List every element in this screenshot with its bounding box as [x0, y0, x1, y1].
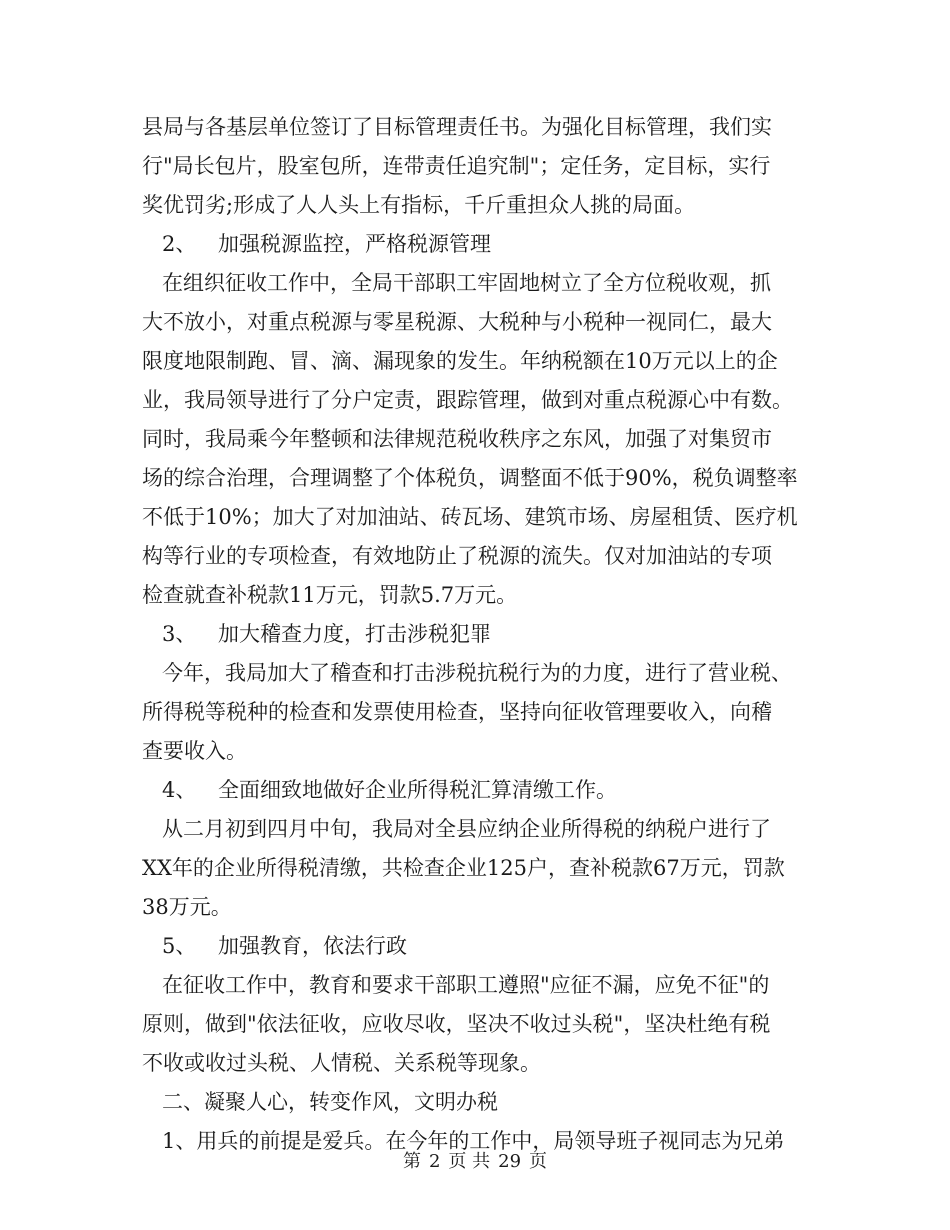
line-text: 检查就查补税款11万元，罚款5.7万元。	[142, 583, 518, 607]
page-footer	[0, 1150, 950, 1174]
line-text: 所得税等税种的检查和发票使用检查，坚持向征收管理要收入，向稽	[142, 700, 772, 724]
line-text: 奖优罚劣;形成了人人头上有指标，千斤重担众人挑的局面。	[142, 193, 696, 217]
text-line	[142, 225, 810, 264]
line-text: 构等行业的专项检查，有效地防止了税源的流失。仅对加油站的专项	[142, 544, 772, 568]
text-line	[142, 264, 810, 303]
line-text: 行"局长包片，股室包所，连带责任追究制"；定任务，定目标，实行	[142, 154, 771, 178]
line-text: 在组织征收工作中，全局干部职工牢固地树立了全方位税收观，抓	[162, 271, 771, 295]
footer-middle: 页 共	[448, 1151, 491, 1172]
line-text: 加大稽查力度，打击涉税犯罪	[218, 622, 491, 646]
text-line	[142, 342, 810, 381]
text-line	[142, 732, 810, 771]
footer-prefix: 第	[402, 1151, 421, 1172]
line-text: 今年，我局加大了稽查和打击涉税抗税行为的力度，进行了营业税、	[162, 661, 792, 685]
text-line	[142, 459, 810, 498]
line-text: 限度地限制跑、冒、滴、漏现象的发生。年纳税额在10万元以上的企	[142, 349, 778, 373]
footer-suffix: 页	[529, 1151, 548, 1172]
line-text: 场的综合治理，合理调整了个体税负，调整面不低于90%，税负调整率	[142, 466, 798, 490]
footer-total-pages: 29	[498, 1151, 522, 1172]
text-line	[142, 615, 810, 654]
heading-number: 3、	[162, 622, 197, 646]
line-text: 38万元。	[142, 895, 232, 919]
text-line	[142, 147, 810, 186]
line-text: 县局与各基层单位签订了目标管理责任书。为强化目标管理，我们实	[142, 115, 772, 139]
heading-number: 5、	[162, 934, 197, 958]
text-line	[142, 849, 810, 888]
line-text: 二、凝聚人心，转变作风，文明办税	[162, 1090, 498, 1114]
text-line	[142, 771, 810, 810]
line-text: 从二月初到四月中旬，我局对全县应纳企业所得税的纳税户进行了	[162, 817, 771, 841]
line-text: 不收或收过头税、人情税、关系税等现象。	[142, 1051, 541, 1075]
text-line	[142, 186, 810, 225]
text-line	[142, 303, 810, 342]
text-line	[142, 654, 810, 693]
text-line	[142, 1083, 810, 1122]
text-line	[142, 810, 810, 849]
text-line	[142, 498, 810, 537]
text-line	[142, 1044, 810, 1083]
body-text	[142, 108, 810, 1161]
line-text: 加强教育，依法行政	[218, 934, 407, 958]
text-line	[142, 576, 810, 615]
line-text: 不低于10%；加大了对加油站、砖瓦场、建筑市场、房屋租赁、医疗机	[142, 505, 798, 529]
line-text: 在征收工作中，教育和要求干部职工遵照"应征不漏，应免不征"的	[162, 973, 770, 997]
line-text: 加强税源监控，严格税源管理	[218, 232, 491, 256]
text-line	[142, 381, 810, 420]
line-text: 同时，我局乘今年整顿和法律规范税收秩序之东风，加强了对集贸市	[142, 427, 772, 451]
line-text: 查要收入。	[142, 739, 247, 763]
heading-number: 4、	[162, 778, 197, 802]
line-text: XX年的企业所得税清缴，共检查企业125户，查补税款67万元，罚款	[142, 856, 785, 880]
line-text: 原则，做到"依法征收，应收尽收，坚决不收过头税"，坚决杜绝有税	[142, 1012, 771, 1036]
heading-number: 2、	[162, 232, 197, 256]
text-line	[142, 966, 810, 1005]
footer-page-number: 2	[428, 1151, 441, 1172]
text-line	[142, 537, 810, 576]
line-text: 大不放小，对重点税源与零星税源、大税种与小税种一视同仁，最大	[142, 310, 772, 334]
line-text: 业，我局领导进行了分户定责，跟踪管理，做到对重点税源心中有数。	[142, 388, 793, 412]
line-text: 1、用兵的前提是爱兵。在今年的工作中，局领导班子视同志为兄弟	[162, 1129, 785, 1153]
text-line	[142, 888, 810, 927]
text-line	[142, 108, 810, 147]
text-line	[142, 693, 810, 732]
text-line	[142, 1005, 810, 1044]
line-text: 全面细致地做好企业所得税汇算清缴工作。	[218, 778, 617, 802]
text-line	[142, 927, 810, 966]
text-line	[142, 420, 810, 459]
